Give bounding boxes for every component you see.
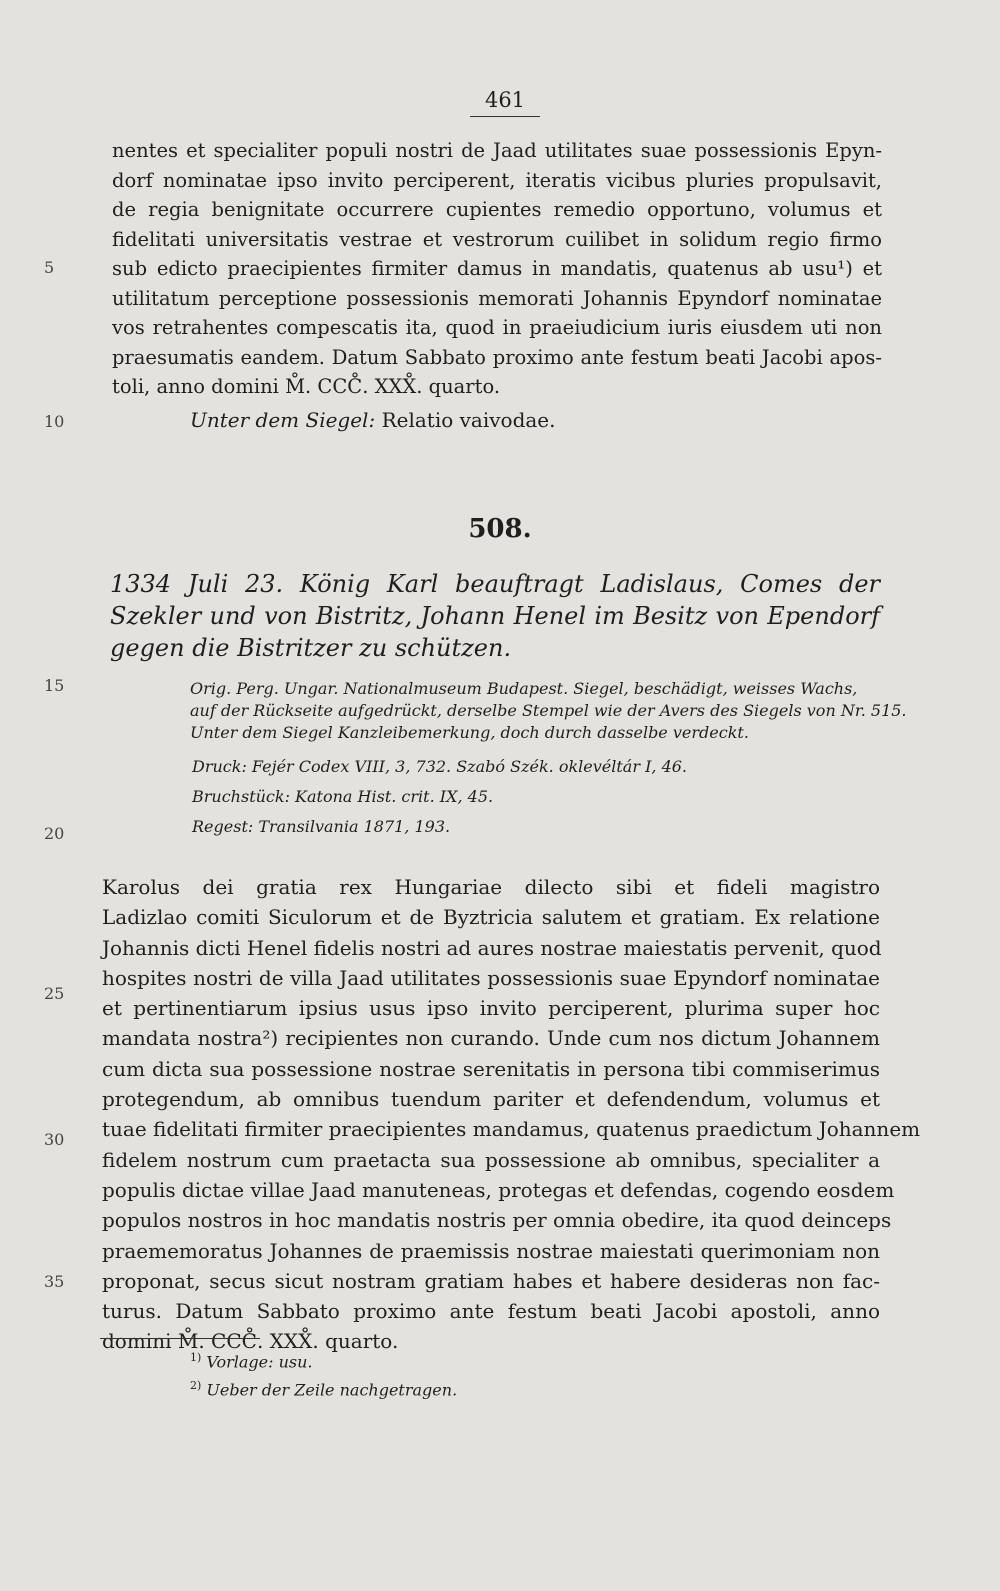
archival-line: Orig. Perg. Ungar. Nationalmuseum Budapest. Siegel, beschädigt, weisses Wachs,: [190, 679, 858, 698]
archival-line: Unter dem Siegel Kanzleibemerkung, doch durch dasselbe verdeckt.: [190, 723, 749, 742]
footnote: [190, 1346, 457, 1374]
line-number: 30: [44, 1130, 65, 1149]
footnote-divider: [100, 1338, 260, 1339]
text-line: et pertinentiarum ipsius usus ipso invito perciperent, plurima super hoc: [102, 996, 880, 1021]
text-line: domini M̊. CCC̊. XXX̊. quarto.: [102, 1329, 399, 1354]
text-line: Ladizlao comiti Siculorum et de Byztricia salutem et gratiam. Ex relatione: [102, 905, 880, 930]
footnote: [190, 1374, 457, 1402]
text-line: cum dicta sua possessione nostrae serenitatis in persona tibi commiserimus: [102, 1056, 880, 1081]
under-seal-label: Unter dem Siegel:: [190, 408, 376, 432]
text-line: proponat, secus sicut nostram gratiam habes et habere desideras non fac-: [102, 1268, 880, 1293]
continuation-paragraph: [112, 136, 882, 402]
archival-description: [190, 678, 907, 744]
charter-text: [102, 872, 921, 1357]
text-line: utilitatum perceptione possessionis memorati Johannis Epyndorf nominatae: [112, 286, 882, 310]
text-line: Karolus dei gratia rex Hungariae dilecto sibi et fideli magistro: [102, 875, 880, 899]
text-line: praesumatis eandem. Datum Sabbato proximo ante festum beati Jacobi apos-: [112, 345, 882, 369]
text-line: mandata nostra²) recipientes non curando. Unde cum nos dictum Johannem: [102, 1026, 880, 1051]
text-line: de regia benignitate occurrere cupientes remedio opportuno, volumus et: [112, 198, 882, 221]
text-line: praememoratus Johannes de praemissis nostrae maiestati querimoniam non: [102, 1238, 880, 1263]
document-number: 508.: [468, 514, 532, 544]
line-number: 20: [44, 824, 65, 843]
document-heading: [110, 568, 880, 664]
text-line: hospites nostri de villa Jaad utilitates possessionis suae Epyndorf nominatae: [102, 965, 880, 990]
source-list: [192, 752, 687, 842]
text-line: dorf nominatae ipso invito perciperent, iteratis vicibus pluries propulsavit,: [112, 168, 882, 192]
text-line: nentes et specialiter populi nostri de Jaad utilitates suae possessionis Epyn-: [112, 139, 882, 162]
heading-line: gegen die Bistritzer zu schützen.: [110, 634, 512, 662]
source-line: Regest: Transilvania 1871, 193.: [192, 817, 451, 836]
line-number: 35: [44, 1272, 65, 1291]
footnote-marker: 1): [190, 1351, 202, 1364]
line-number: 10: [44, 412, 65, 431]
text-line: protegendum, ab omnibus tuendum pariter et defendendum, volumus et: [102, 1087, 880, 1112]
footnote-text: Vorlage: usu.: [206, 1352, 313, 1372]
text-line: fidelitati universitatis vestrae et vestrorum cuilibet in solidum regio firmo: [112, 227, 882, 251]
text-line: tuae fidelitati firmiter praecipientes mandamus, quatenus praedictum Johannem: [102, 1117, 921, 1142]
text-line: populis dictae villae Jaad manuteneas, protegas et defendas, cogendo eosdem: [102, 1177, 895, 1202]
archival-line: auf der Rückseite aufgedrückt, derselbe Stempel wie der Avers des Siegels von Nr. 515.: [190, 701, 907, 720]
line-number: 25: [44, 984, 65, 1003]
text-line: toli, anno domini M̊. CCC̊. XXX̊. quarto.: [112, 375, 501, 398]
text-line: turus. Datum Sabbato proximo ante festum beati Jacobi apostoli, anno: [102, 1299, 880, 1324]
source-line: Bruchstück: Katona Hist. crit. IX, 45.: [192, 787, 494, 806]
under-seal-note: [190, 408, 556, 432]
line-number: 5: [44, 258, 55, 277]
under-seal-text: Relatio vaivodae.: [381, 408, 556, 432]
text-line: populos nostros in hoc mandatis nostris per omnia obedire, ita quod deinceps: [102, 1208, 892, 1233]
line-number: 15: [44, 676, 65, 695]
page-number: 461: [470, 88, 540, 117]
text-line: fidelem nostrum cum praetacta sua possessione ab omnibus, specialiter a: [102, 1147, 880, 1172]
text-line: vos retrahentes compescatis ita, quod in praeiudicium iuris eiusdem uti non: [112, 316, 882, 339]
heading-line: 1334 Juli 23. König Karl beauftragt Ladislaus, Comes der: [110, 570, 880, 598]
source-line: Druck: Fejér Codex VIII, 3, 732. Szabó Szék. oklevéltár I, 46.: [192, 757, 688, 776]
heading-line: Szekler und von Bistritz, Johann Henel im Besitz von Ependorf: [110, 602, 880, 630]
text-line: Johannis dicti Henel fidelis nostri ad aures nostrae maiestatis pervenit, quod: [102, 935, 882, 960]
footnotes: [190, 1346, 457, 1403]
footnote-marker: 2): [190, 1379, 202, 1393]
text-line: sub edicto praecipientes firmiter damus in mandatis, quatenus ab usu¹) et: [112, 257, 882, 280]
footnote-text: Ueber der Zeile nachgetragen.: [206, 1380, 458, 1400]
